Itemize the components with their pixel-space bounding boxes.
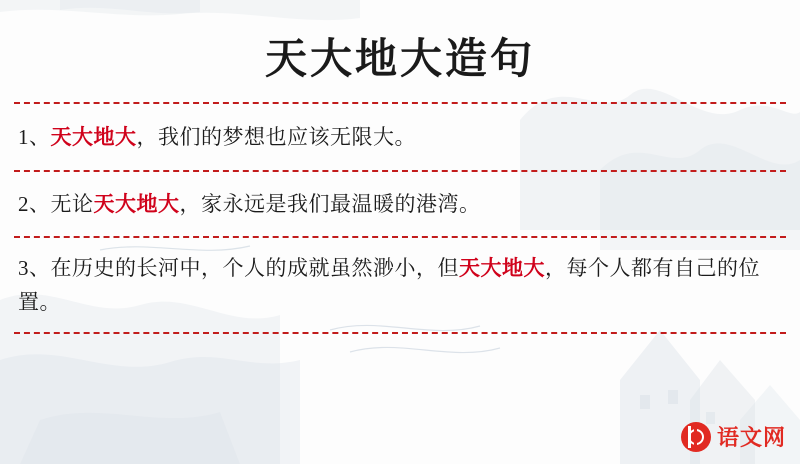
- sentence-2-text-b: ，家永远是我们最温暖的港湾。: [179, 192, 481, 216]
- circle-swirl-icon: [681, 422, 711, 452]
- sentence-number-1: 1、: [18, 125, 51, 149]
- sentence-1-text: ，我们的梦想也应该无限大。: [136, 125, 416, 149]
- sentence-1-keyword: 天大地大: [50, 125, 137, 149]
- sentence-item-1: [0, 104, 800, 170]
- sentence-3-text-b: ，每个人都有自己的位置。: [18, 256, 760, 314]
- watermark-logo-text: 语文网: [716, 426, 786, 451]
- sentence-item-3: [0, 238, 800, 332]
- sentence-2-keyword: 天大地大: [93, 192, 180, 216]
- divider-bottom: [14, 332, 786, 334]
- sentence-2-text-a: 无论: [50, 192, 94, 216]
- sentence-3-keyword: 天大地大: [459, 256, 545, 280]
- sentence-3-text-a: 在历史的长河中，个人的成就虽然渺小，但: [50, 256, 459, 280]
- page-title: 天大地大造句: [264, 34, 535, 83]
- watermark-logo: [681, 421, 786, 452]
- sentence-number-3: 3、: [18, 256, 51, 280]
- sentence-item-2: [0, 172, 800, 236]
- sentence-number-2: 2、: [18, 192, 51, 216]
